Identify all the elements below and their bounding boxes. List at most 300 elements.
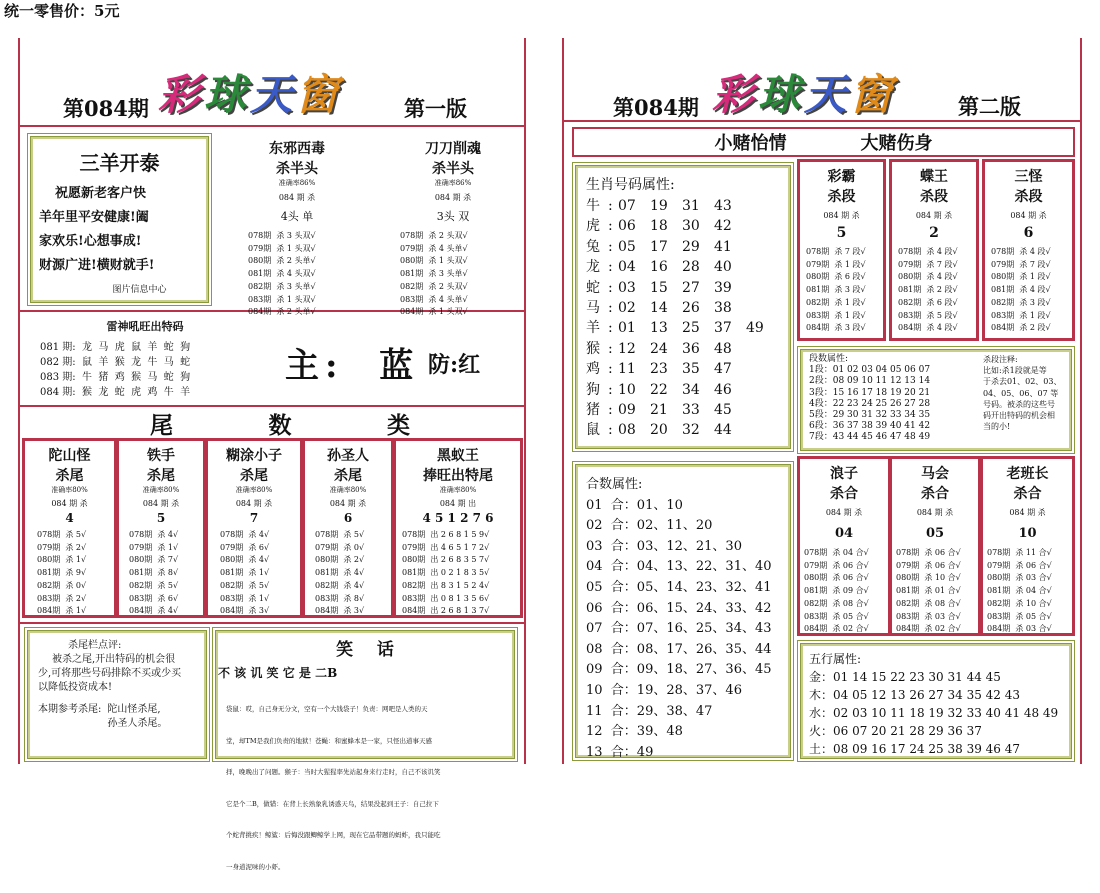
commentary-box <box>24 627 210 762</box>
history-row: 082期 出 8 3 1 5 2 4√ <box>402 580 490 590</box>
predictor-name: 三怪 <box>1014 169 1043 185</box>
predictor-type: 杀合 <box>1013 486 1042 502</box>
combo-row: 01 合：01、10 <box>586 497 683 513</box>
history-row: 080期 杀 03 合√ <box>987 573 1052 583</box>
history-row: 081期 杀 4√ <box>315 568 365 578</box>
guard-color: 防:红 <box>428 352 481 378</box>
zodiac-sign: 虎 <box>586 218 600 235</box>
element-row: 火：06 07 20 21 28 29 36 37 <box>809 724 982 738</box>
zodiac-number: 05 <box>618 238 636 255</box>
history-row: 079期 杀 06 合√ <box>896 560 961 570</box>
history-row: 078期 杀 06 合√ <box>896 548 961 557</box>
history-row: 080期 杀 7√ <box>129 555 179 565</box>
segment-note-line: 当的小! <box>982 422 1011 432</box>
zodiac-row <box>586 318 780 338</box>
zodiac-sign: 鸡 <box>586 361 600 378</box>
zodiac-row <box>586 339 780 359</box>
left-divider-3 <box>20 622 525 624</box>
history-row: 082期 杀 4√ <box>315 580 365 590</box>
history-row: 078期 杀 2 头双√ <box>400 231 468 240</box>
predictor-type: 杀段 <box>827 189 856 205</box>
history-row: 083期 杀 1√ <box>220 593 270 603</box>
accuracy-rate: 准确率80% <box>142 486 180 494</box>
zodiac-number: 17 <box>650 238 668 255</box>
current-issue: 084 期 杀 <box>823 211 860 220</box>
greeting-box <box>27 133 212 306</box>
history-row: 081期 杀 4 段√ <box>991 285 1051 295</box>
leishen-row: 082 期: 鼠 羊 猴 龙 牛 马 蛇 <box>40 357 191 368</box>
current-issue: 084 期 杀 <box>278 193 316 202</box>
zodiac-sign: 龙 <box>586 259 600 276</box>
zodiac-sign: 猴 <box>586 340 600 357</box>
history-row: 078期 杀 04 合√ <box>804 548 869 557</box>
current-pick: 2 <box>929 225 939 241</box>
current-pick: 6 <box>1023 225 1034 241</box>
history-row: 078期 杀 5√ <box>315 530 365 539</box>
leishen-row: 081 期: 龙 马 虎 鼠 羊 蛇 狗 <box>40 342 191 353</box>
zodiac-number: 12 <box>618 340 636 357</box>
history-row: 083期 杀 4 头单√ <box>400 294 468 304</box>
history-row: 082期 杀 0√ <box>37 580 87 590</box>
segment-row: 4段：22 23 24 25 26 27 28 <box>809 398 931 409</box>
zodiac-number: 31 <box>682 198 700 214</box>
history-row: 080期 杀 1 段√ <box>991 272 1051 282</box>
zodiac-number: 35 <box>682 361 700 378</box>
accuracy-rate: 准确率80% <box>51 486 88 494</box>
left-header-divider <box>20 125 525 127</box>
history-row: 082期 杀 3 头单√ <box>248 281 316 291</box>
predictor-type: 杀半头 <box>276 161 318 177</box>
combo-row: 03 合：03、12、21、30 <box>586 538 742 554</box>
masthead-logo: 彩球天窗 <box>712 70 897 119</box>
history-row: 083期 杀 05 合√ <box>987 611 1052 621</box>
element-row: 金：01 14 15 22 23 30 31 44 45 <box>809 670 1001 684</box>
history-row: 081期 出 0 2 1 8 3 5√ <box>402 568 490 578</box>
greeting-line: 祝愿新老客户快 <box>55 186 147 201</box>
zodiac-table <box>586 196 780 441</box>
current-pick: 5 <box>156 511 166 525</box>
slogan-left: 小赌怡情 <box>714 133 787 154</box>
zodiac-number: 32 <box>682 422 700 439</box>
zodiac-number: 15 <box>650 279 668 296</box>
history-row: 084期 杀 4√ <box>129 606 179 616</box>
dongxie-column <box>232 138 362 319</box>
combo-row: 10 合：19、28、37、46 <box>586 682 742 698</box>
history-row: 083期 杀 1 段√ <box>806 310 866 320</box>
zodiac-colon: : <box>608 259 613 276</box>
combo-row: 06 合：06、15、24、33、42 <box>586 600 772 616</box>
zodiac-sign: 马 <box>586 299 600 316</box>
history-row: 082期 杀 08 合√ <box>896 598 961 608</box>
combo-row: 09 合：09、18、27、36、45 <box>586 662 772 678</box>
issue-number: 第084期 <box>613 95 699 120</box>
joke-line: 它是个二B，做错：在背上长熟象乳诱惑天鸟，结果没起到王子：自己拉下 <box>226 799 439 808</box>
predictor-name: 黑蚁王 <box>437 448 479 464</box>
zodiac-row <box>586 380 780 400</box>
current-issue: 084 期 杀 <box>329 499 367 508</box>
history-row: 078期 杀 4√ <box>220 530 270 539</box>
accuracy-rate: 准确率86% <box>278 179 316 187</box>
zodiac-number: 23 <box>650 361 668 378</box>
zodiac-row <box>586 298 780 318</box>
predictor-type: 杀段 <box>920 189 948 205</box>
zodiac-number: 08 <box>618 422 636 439</box>
zodiac-colon: : <box>608 279 613 296</box>
current-pick: 5 <box>836 225 847 241</box>
zodiac-sign: 羊 <box>586 320 600 337</box>
history-row: 079期 杀 06 合√ <box>804 560 869 570</box>
current-issue: 084 期 杀 <box>915 211 953 220</box>
slogan-banner <box>572 127 1075 157</box>
current-pick: 4头 单 <box>280 210 314 223</box>
current-issue: 084 期 出 <box>439 499 477 508</box>
history-list <box>892 246 976 335</box>
current-pick: 10 <box>1018 526 1037 541</box>
current-pick: 04 <box>834 526 854 541</box>
zodiac-number: 09 <box>618 401 636 418</box>
zodiac-number: 36 <box>682 340 700 357</box>
zodiac-number: 13 <box>650 320 668 337</box>
issue-number: 第084期 <box>63 96 149 121</box>
history-row: 084期 杀 1√ <box>37 606 87 616</box>
history-row: 083期 出 0 8 1 3 5 6√ <box>402 593 490 603</box>
combo-row: 02 合：02、11、20 <box>586 518 713 534</box>
history-row: 083期 杀 8√ <box>315 593 365 603</box>
current-pick: 3头 双 <box>436 210 470 223</box>
zodiac-sign: 兔 <box>586 238 600 255</box>
zodiac-number: 06 <box>618 218 636 235</box>
zodiac-number: 30 <box>682 218 700 235</box>
masthead-logo: 彩球天窗 <box>158 70 343 119</box>
combo-row: 13 合：49 <box>586 744 654 760</box>
combos-title: 合数属性: <box>586 477 643 492</box>
reference-item: 陀山怪杀尾, <box>107 704 161 715</box>
predictor-name: 浪子 <box>830 466 858 482</box>
predictor-type: 杀尾 <box>240 468 268 484</box>
history-row: 084期 杀 2 段√ <box>991 323 1051 333</box>
tail-section-title <box>150 407 410 440</box>
zodiac-colon: : <box>608 299 613 316</box>
segment-note-line: 于杀去01、02、03、 <box>982 377 1062 387</box>
history-row: 079期 杀 1√ <box>129 542 179 552</box>
commentary-line: 少,可将那些号码排除不买或少买 <box>38 668 182 679</box>
zodiac-number: 11 <box>618 361 636 378</box>
history-list <box>305 529 391 618</box>
history-row: 082期 杀 3 段√ <box>991 297 1051 307</box>
zodiac-row <box>586 400 780 420</box>
segment-box <box>982 159 1075 341</box>
reference-label: 本期参考杀尾: <box>38 704 102 715</box>
history-row: 081期 杀 9√ <box>37 568 87 578</box>
history-list <box>388 230 518 319</box>
current-issue: 084 期 杀 <box>1010 211 1047 220</box>
history-row: 081期 杀 3 头单√ <box>400 269 468 279</box>
tail-title-char: 尾 <box>150 412 173 439</box>
history-list <box>25 529 114 618</box>
segment-row: 7段：43 44 45 46 47 48 49 <box>809 432 931 443</box>
segment-row: 2段：08 09 10 11 12 13 14 <box>809 376 931 387</box>
history-row: 083期 杀 1 段√ <box>991 310 1051 320</box>
zodiac-number: 43 <box>714 198 732 214</box>
history-row: 082期 杀 6 段√ <box>898 297 958 307</box>
edition-label: 第二版 <box>958 94 1021 119</box>
predictor-type: 杀段 <box>1014 189 1043 205</box>
zodiac-colon: : <box>608 198 613 214</box>
history-list <box>983 547 1072 636</box>
history-row: 082期 杀 2 头双√ <box>400 281 468 291</box>
predictor-type: 捧旺出特尾 <box>423 468 493 484</box>
segment-row: 3段：15 16 17 18 19 20 21 <box>809 387 931 398</box>
history-row: 083期 杀 2√ <box>37 593 87 603</box>
joke-title: 笑 话 <box>336 640 394 660</box>
zodiac-colon: : <box>608 381 613 398</box>
history-list <box>208 529 300 618</box>
history-list <box>892 547 978 636</box>
history-list <box>985 246 1072 335</box>
tail-title-char: 数 <box>268 412 292 439</box>
zodiac-sign: 鼠 <box>586 422 600 439</box>
zodiac-number: 04 <box>618 259 636 276</box>
history-row: 080期 杀 06 合√ <box>804 573 869 583</box>
current-issue: 084 期 杀 <box>825 508 863 517</box>
joke-body <box>226 683 504 893</box>
history-row: 081期 杀 04 合√ <box>987 586 1052 596</box>
history-row: 079期 杀 0√ <box>315 542 365 552</box>
history-row: 080期 杀 10 合√ <box>896 573 961 583</box>
edition-label: 第一版 <box>404 96 467 121</box>
current-issue: 084 期 杀 <box>434 193 472 202</box>
current-issue: 084 期 杀 <box>235 499 273 508</box>
greeting-line: 羊年里平安健康!阖 <box>39 210 149 225</box>
tail-title-char: 类 <box>387 412 410 439</box>
zodiac-colon: : <box>608 401 613 418</box>
history-row: 078期 杀 4 段√ <box>898 247 958 256</box>
zodiac-number: 02 <box>618 299 636 316</box>
history-row: 081期 杀 09 合√ <box>804 586 869 596</box>
zodiac-number: 42 <box>714 218 732 235</box>
accuracy-rate: 准确率80% <box>329 486 367 494</box>
history-row: 078期 杀 4√ <box>129 530 179 539</box>
history-row: 080期 杀 2 头单√ <box>248 256 316 266</box>
predictor-name: 孙圣人 <box>327 448 369 464</box>
zodiac-row <box>586 359 780 379</box>
element-row: 水：02 03 10 11 18 19 32 33 40 41 48 49 <box>809 706 1059 720</box>
combo-row: 04 合：04、13、22、31、40 <box>586 559 772 575</box>
history-list <box>396 529 520 618</box>
joke-line: 一身道泥味的小虾。 <box>226 862 285 871</box>
predictor-name: 蝶王 <box>920 169 948 185</box>
zodiac-title: 生肖号码属性: <box>586 177 675 193</box>
history-row: 084期 杀 1 头双√ <box>400 307 468 317</box>
zodiac-number: 07 <box>618 198 636 214</box>
segment-note-line: 号码。被杀的这些号 <box>982 399 1055 409</box>
leishen-row: 084 期: 猴 龙 蛇 虎 鸡 牛 羊 <box>40 387 191 398</box>
elements-title: 五行属性: <box>809 652 862 666</box>
zodiac-colon: : <box>608 218 613 235</box>
zodiac-number: 03 <box>618 279 636 296</box>
zodiac-number: 41 <box>714 238 732 255</box>
history-row: 079期 杀 6√ <box>220 542 270 552</box>
history-row: 081期 杀 4 头双√ <box>248 269 316 279</box>
leishen-row: 083 期: 牛 猪 鸡 猴 马 蛇 狗 <box>40 372 191 383</box>
history-list <box>800 547 888 636</box>
combo-box <box>980 456 1075 636</box>
history-row: 081期 杀 3 段√ <box>806 285 866 295</box>
segment-row: 1段：01 02 03 04 05 06 07 <box>809 365 931 376</box>
zodiac-number: 33 <box>682 401 700 418</box>
segment-box <box>797 159 886 341</box>
tail-box-special <box>393 438 523 618</box>
history-row: 082期 杀 08 合√ <box>804 598 869 608</box>
zodiac-row <box>586 237 780 257</box>
zodiac-number: 21 <box>650 401 668 418</box>
zodiac-number: 01 <box>618 320 636 337</box>
combo-row: 08 合：08、17、26、35、44 <box>586 641 772 657</box>
leishen-box <box>40 318 250 400</box>
history-row: 082期 杀 1 段√ <box>806 297 866 307</box>
daodao-column <box>388 138 518 319</box>
history-row: 083期 杀 1 头双√ <box>248 294 316 304</box>
zodiac-number: 18 <box>650 218 668 235</box>
segment-note-title: 杀段注释: <box>982 355 1018 364</box>
leishen-title: 雷神吼旺出特码 <box>106 320 184 333</box>
history-row: 083期 杀 6√ <box>129 593 179 603</box>
history-row: 083期 杀 03 合√ <box>896 611 961 621</box>
history-row: 084期 杀 03 合√ <box>987 624 1052 634</box>
zodiac-number: 45 <box>714 401 732 418</box>
zodiac-sign: 牛 <box>586 198 600 214</box>
history-row: 082期 杀 5√ <box>129 580 179 590</box>
history-row: 084期 杀 02 合√ <box>896 624 961 634</box>
zodiac-box <box>572 162 794 452</box>
history-row: 078期 杀 7 段√ <box>806 247 866 256</box>
segments-box <box>797 346 1075 454</box>
zodiac-colon: : <box>608 320 613 337</box>
predictor-type: 杀尾 <box>55 468 84 484</box>
greeting-line: 财源广进!横财就手! <box>39 258 155 273</box>
predictor-name: 刀刀削魂 <box>425 141 481 157</box>
zodiac-number: 49 <box>746 320 764 337</box>
zodiac-row <box>586 420 780 440</box>
history-row: 079期 出 4 6 5 1 7 2√ <box>402 542 490 552</box>
accuracy-rate: 准确率80% <box>235 486 273 494</box>
history-list <box>119 529 203 618</box>
predictor-name: 彩霸 <box>827 169 856 185</box>
history-row: 079期 杀 4 头单√ <box>400 243 468 253</box>
history-row: 078期 出 2 6 8 1 5 9√ <box>402 530 490 539</box>
history-row: 080期 杀 6 段√ <box>806 272 866 282</box>
predictor-type: 杀尾 <box>147 468 175 484</box>
zodiac-row <box>586 278 780 298</box>
history-row: 082期 杀 5√ <box>220 580 270 590</box>
zodiac-number: 20 <box>650 422 668 439</box>
zodiac-sign: 蛇 <box>586 279 600 296</box>
zodiac-row <box>586 196 780 216</box>
current-issue: 084 期 杀 <box>51 499 88 508</box>
history-row: 084期 杀 4 段√ <box>898 323 958 333</box>
predictor-type: 杀合 <box>830 486 858 502</box>
zodiac-row <box>586 216 780 236</box>
zodiac-colon: : <box>608 340 613 357</box>
combo-row: 07 合：07、16、25、34、43 <box>586 621 772 637</box>
predictor-type: 杀尾 <box>334 468 362 484</box>
zodiac-number: 34 <box>682 381 700 398</box>
zodiac-number: 44 <box>714 422 732 439</box>
zodiac-number: 26 <box>682 299 700 316</box>
retail-price: 统一零售价：5元 <box>4 2 120 20</box>
history-row: 079期 杀 2√ <box>37 542 87 552</box>
predictor-name: 马会 <box>921 466 949 482</box>
history-row: 080期 出 2 6 8 3 5 7√ <box>402 555 490 565</box>
zodiac-number: 25 <box>682 320 700 337</box>
history-row: 078期 杀 3 头双√ <box>248 231 316 240</box>
element-row: 木：04 05 12 13 26 27 34 35 42 43 <box>809 688 1021 702</box>
zodiac-number: 22 <box>650 381 668 398</box>
zodiac-number: 46 <box>714 381 732 398</box>
combo-row: 12 合：39、48 <box>586 724 683 740</box>
tail-box <box>116 438 206 618</box>
zodiac-number: 28 <box>682 259 700 276</box>
combo-box <box>889 456 981 636</box>
history-row: 079期 杀 06 合√ <box>987 560 1052 570</box>
history-row: 080期 杀 4√ <box>220 555 270 565</box>
tail-box <box>22 438 117 618</box>
main-color: 主: 蓝 <box>285 346 420 386</box>
predictor-name: 铁手 <box>147 448 175 464</box>
history-row: 082期 杀 10 合√ <box>987 598 1052 608</box>
current-pick: 4 5 1 2 7 6 <box>422 511 494 525</box>
greeting-line: 家欢乐!心想事成! <box>39 234 142 249</box>
current-pick: 05 <box>925 526 945 541</box>
zodiac-number: 39 <box>714 279 732 296</box>
zodiac-colon: : <box>608 422 613 439</box>
predictor-name: 陀山怪 <box>48 448 91 464</box>
zodiac-number: 14 <box>650 299 668 316</box>
history-row: 080期 杀 1√ <box>37 555 87 565</box>
history-row: 083期 杀 05 合√ <box>804 611 869 621</box>
history-row: 079期 杀 1 头双√ <box>248 243 316 253</box>
zodiac-number: 10 <box>618 381 636 398</box>
history-row: 084期 杀 3 段√ <box>806 323 866 333</box>
history-list <box>800 246 883 335</box>
history-row: 080期 杀 4 段√ <box>898 272 958 282</box>
zodiac-sign: 猪 <box>586 401 600 418</box>
zodiac-number: 38 <box>714 299 732 316</box>
joke-box <box>212 627 518 871</box>
tail-box <box>205 438 303 618</box>
current-issue: 084 期 杀 <box>1009 508 1046 517</box>
history-row: 079期 杀 7 段√ <box>991 259 1051 269</box>
joke-line: 拝，晚晚出了问题。猴子：当时大猩猩率先站起身来行走时，自己不该讥笑 <box>226 768 441 776</box>
predictor-name: 老班长 <box>1006 466 1049 482</box>
segment-row: 6段：36 37 38 39 40 41 42 <box>809 421 931 432</box>
predictor-type: 杀合 <box>921 486 949 502</box>
tail-box <box>302 438 394 618</box>
current-pick: 4 <box>65 511 74 525</box>
segment-note-line: 码开出特码的机会相 <box>982 411 1055 421</box>
greeting-footer: 图片信息中心 <box>112 285 167 295</box>
elements-box <box>797 640 1075 762</box>
history-row: 081期 杀 8√ <box>129 568 179 578</box>
joke-line: 袋鼠：哎，自己身无分文，空有一个大钱袋子！负责：网吧是人类的天 <box>226 705 428 713</box>
history-row: 081期 杀 2 段√ <box>898 285 958 295</box>
segment-note-line: 比如:杀1段就是等 <box>982 366 1047 376</box>
zodiac-number: 29 <box>682 238 700 255</box>
commentary-line: 以降低投资成本! <box>38 682 113 693</box>
zodiac-number: 48 <box>714 340 732 357</box>
history-row: 081期 杀 1√ <box>220 568 270 578</box>
history-row: 078期 杀 4 段√ <box>991 247 1051 256</box>
